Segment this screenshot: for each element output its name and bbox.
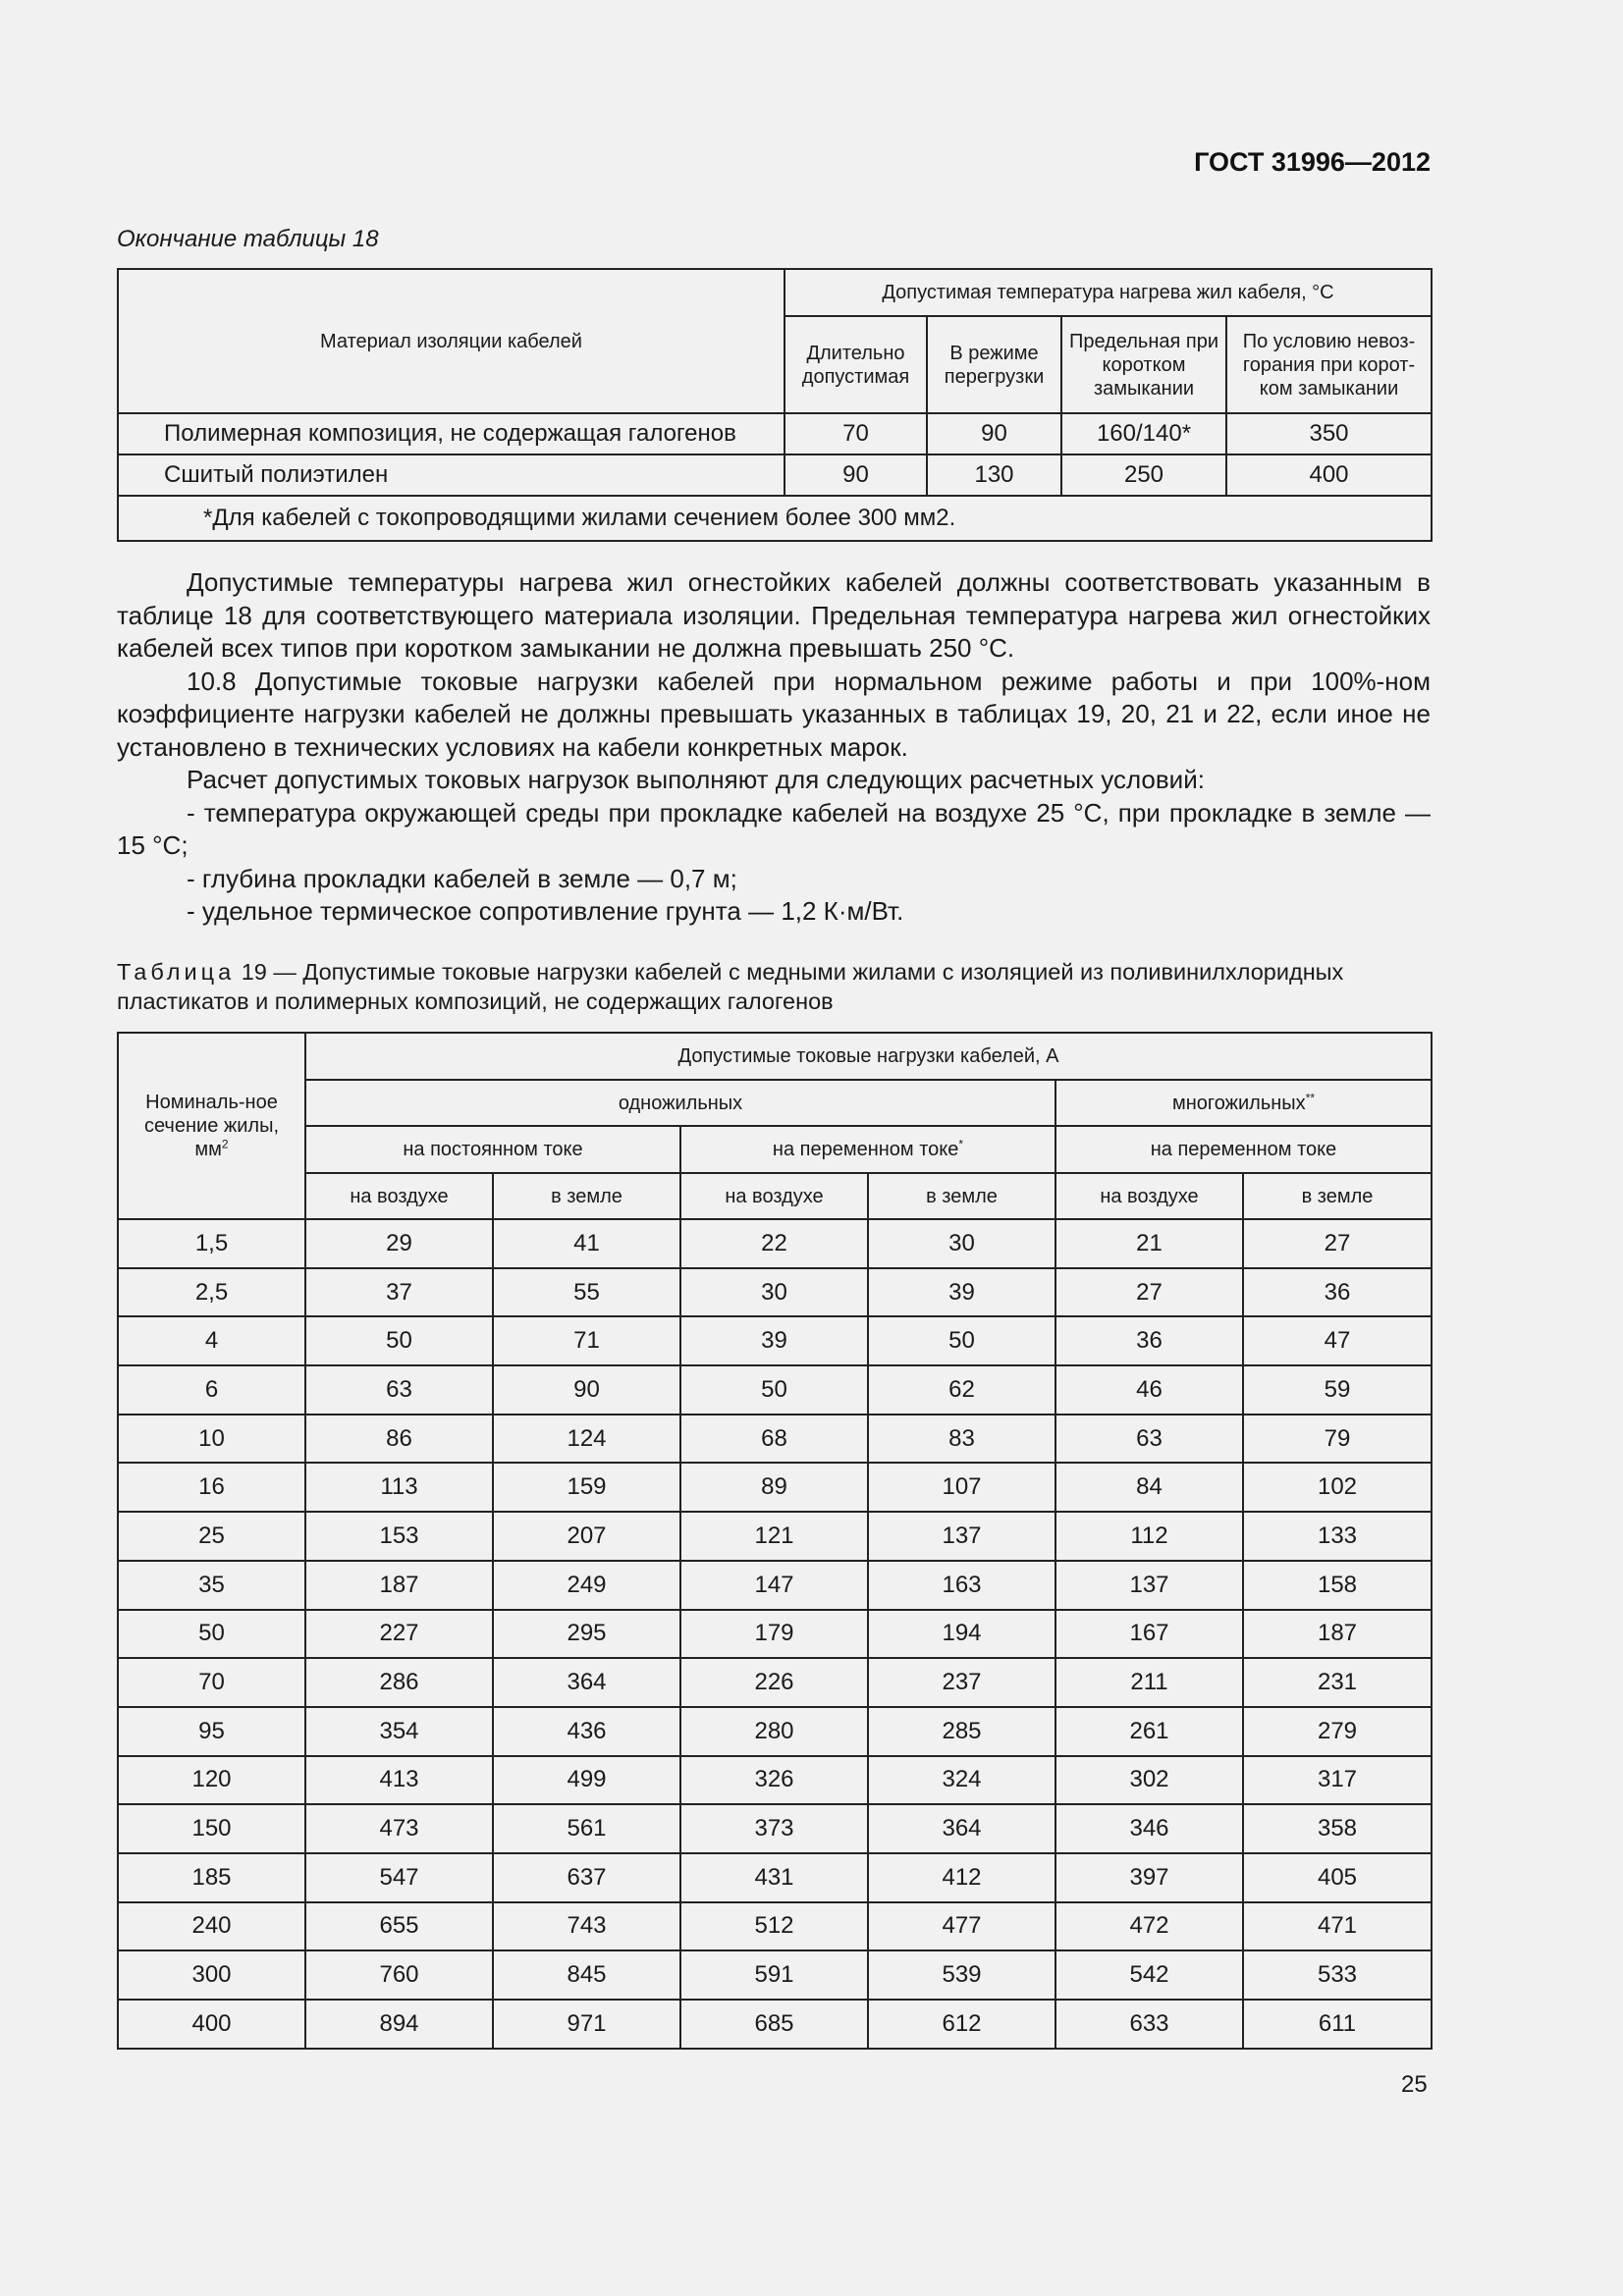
current-load-cell: 473 xyxy=(305,1804,493,1853)
current-load-cell: 326 xyxy=(680,1756,868,1805)
current-load-cell: 84 xyxy=(1055,1463,1243,1512)
table-row xyxy=(118,1804,1432,1853)
t18-subheader-long: Длительно допустимая xyxy=(784,316,927,413)
current-load-cell: 539 xyxy=(868,1950,1055,2000)
table19-caption-text: 19 — Допустимые токовые нагрузки кабелей с медными жилами с изоляцией из поливинилхлоридных пластикатов и полимерных композиций, не содержащих галогенов xyxy=(117,959,1344,1014)
current-load-cell: 89 xyxy=(680,1463,868,1512)
current-load-cell: 743 xyxy=(493,1902,680,1951)
cross-section-cell: 2,5 xyxy=(118,1268,305,1317)
cross-section-cell: 70 xyxy=(118,1658,305,1707)
current-load-cell: 499 xyxy=(493,1756,680,1805)
current-load-cell: 112 xyxy=(1055,1512,1243,1561)
table-row xyxy=(118,1219,1432,1268)
t19-header-air: на воздухе xyxy=(680,1173,868,1219)
page-number: 25 xyxy=(1401,2071,1428,2098)
current-load-cell: 286 xyxy=(305,1658,493,1707)
t19-header-ac: на переменном токе* xyxy=(680,1126,1055,1173)
current-load-cell: 211 xyxy=(1055,1658,1243,1707)
current-load-cell: 405 xyxy=(1243,1853,1432,1902)
t18-cell: 350 xyxy=(1226,413,1432,454)
current-load-cell: 431 xyxy=(680,1853,868,1902)
current-load-cell: 412 xyxy=(868,1853,1055,1902)
t18-subheader-overload: В режиме перегрузки xyxy=(927,316,1061,413)
current-load-cell: 894 xyxy=(305,2000,493,2049)
current-load-cell: 36 xyxy=(1243,1268,1432,1317)
current-load-cell: 137 xyxy=(1055,1561,1243,1610)
t18-subheader-shortcircuit: Предельная при коротком замыкании xyxy=(1061,316,1226,413)
current-load-cell: 39 xyxy=(680,1316,868,1365)
t19-header-air: на воздухе xyxy=(305,1173,493,1219)
current-load-cell: 237 xyxy=(868,1658,1055,1707)
paragraph: 10.8 Допустимые токовые нагрузки кабелей при нормальном режиме работы и при 100%-ном коэффициенте нагрузки кабелей не должны превышать указанных в таблицах 19, 20, 21 и 22, если иное не установлено в технических условиях на кабели конкретных марок. xyxy=(117,666,1431,762)
current-load-cell: 50 xyxy=(305,1316,493,1365)
t18-cell: 70 xyxy=(784,413,927,454)
current-load-cell: 231 xyxy=(1243,1658,1432,1707)
current-load-cell: 179 xyxy=(680,1610,868,1659)
t18-header-group: Допустимая температура нагрева жил кабеля, °С xyxy=(784,269,1432,316)
current-load-cell: 102 xyxy=(1243,1463,1432,1512)
t18-cell: 160/140* xyxy=(1061,413,1226,454)
table-row xyxy=(118,1365,1432,1415)
cross-section-cell: 95 xyxy=(118,1707,305,1756)
table-row xyxy=(118,1415,1432,1464)
current-load-cell: 533 xyxy=(1243,1950,1432,2000)
current-load-cell: 279 xyxy=(1243,1707,1432,1756)
t18-cell: 90 xyxy=(784,454,927,496)
cross-section-cell: 1,5 xyxy=(118,1219,305,1268)
t18-cell: 130 xyxy=(927,454,1061,496)
current-load-cell: 22 xyxy=(680,1219,868,1268)
current-load-cell: 611 xyxy=(1243,2000,1432,2049)
current-load-cell: 413 xyxy=(305,1756,493,1805)
current-load-cell: 317 xyxy=(1243,1756,1432,1805)
cross-section-cell: 35 xyxy=(118,1561,305,1610)
current-load-cell: 133 xyxy=(1243,1512,1432,1561)
t19-header-ac-multi: на переменном токе xyxy=(1055,1126,1432,1173)
table-18 xyxy=(117,268,1433,542)
cross-section-cell: 150 xyxy=(118,1804,305,1853)
current-load-cell: 207 xyxy=(493,1512,680,1561)
current-load-cell: 547 xyxy=(305,1853,493,1902)
current-load-cell: 512 xyxy=(680,1902,868,1951)
current-load-cell: 226 xyxy=(680,1658,868,1707)
standard-header: ГОСТ 31996—2012 xyxy=(1194,147,1431,177)
current-load-cell: 46 xyxy=(1055,1365,1243,1415)
table-row xyxy=(118,1658,1432,1707)
current-load-cell: 147 xyxy=(680,1561,868,1610)
current-load-cell: 163 xyxy=(868,1561,1055,1610)
current-load-cell: 373 xyxy=(680,1804,868,1853)
cross-section-cell: 10 xyxy=(118,1415,305,1464)
current-load-cell: 612 xyxy=(868,2000,1055,2049)
list-item: - удельное термическое сопротивление грунта — 1,2 К·м/Вт. xyxy=(187,896,904,926)
current-load-cell: 655 xyxy=(305,1902,493,1951)
table-19 xyxy=(117,1032,1433,2050)
current-load-cell: 62 xyxy=(868,1365,1055,1415)
current-load-cell: 55 xyxy=(493,1268,680,1317)
current-load-cell: 113 xyxy=(305,1463,493,1512)
current-load-cell: 37 xyxy=(305,1268,493,1317)
t19-header-ground: в земле xyxy=(1243,1173,1432,1219)
t18-subheader-nonignition: По условию невоз-горания при корот-ком замыкании xyxy=(1226,316,1432,413)
list-item: - температура окружающей среды при прокладке кабелей на воздухе 25 °С, при прокладке в земле — 15 °С; xyxy=(117,797,1431,860)
current-load-cell: 36 xyxy=(1055,1316,1243,1365)
table18-caption: Окончание таблицы 18 xyxy=(117,226,379,252)
current-load-cell: 685 xyxy=(680,2000,868,2049)
current-load-cell: 354 xyxy=(305,1707,493,1756)
t19-header-dc: на постоянном токе xyxy=(305,1126,680,1173)
current-load-cell: 83 xyxy=(868,1415,1055,1464)
current-load-cell: 633 xyxy=(1055,2000,1243,2049)
current-load-cell: 27 xyxy=(1055,1268,1243,1317)
current-load-cell: 302 xyxy=(1055,1756,1243,1805)
cross-section-cell: 4 xyxy=(118,1316,305,1365)
current-load-cell: 158 xyxy=(1243,1561,1432,1610)
current-load-cell: 153 xyxy=(305,1512,493,1561)
paragraph: Допустимые температуры нагрева жил огнестойких кабелей должны соответствовать указанным в таблице 18 для соответствующего материала изоляции. Предельная температура нагрева жил огнестойких кабелей всех типов при коротком замыкании не должна превышать 250 °С. xyxy=(117,567,1431,663)
current-load-cell: 63 xyxy=(305,1365,493,1415)
table-row xyxy=(118,1950,1432,2000)
current-load-cell: 295 xyxy=(493,1610,680,1659)
cross-section-cell: 400 xyxy=(118,2000,305,2049)
current-load-cell: 471 xyxy=(1243,1902,1432,1951)
t18-row-material: Сшитый полиэтилен xyxy=(118,454,784,496)
current-load-cell: 261 xyxy=(1055,1707,1243,1756)
current-load-cell: 436 xyxy=(493,1707,680,1756)
cross-section-cell: 120 xyxy=(118,1756,305,1805)
body-text xyxy=(117,566,1431,929)
current-load-cell: 50 xyxy=(868,1316,1055,1365)
t19-header-multi-core: многожильных** xyxy=(1055,1080,1432,1126)
current-load-cell: 187 xyxy=(305,1561,493,1610)
current-load-cell: 30 xyxy=(680,1268,868,1317)
t19-body xyxy=(118,1219,1432,2049)
current-load-cell: 591 xyxy=(680,1950,868,2000)
table-row xyxy=(118,1610,1432,1659)
current-load-cell: 167 xyxy=(1055,1610,1243,1659)
table-row xyxy=(118,1268,1432,1317)
t18-cell: 250 xyxy=(1061,454,1226,496)
current-load-cell: 845 xyxy=(493,1950,680,2000)
current-load-cell: 358 xyxy=(1243,1804,1432,1853)
current-load-cell: 86 xyxy=(305,1415,493,1464)
cross-section-cell: 25 xyxy=(118,1512,305,1561)
t18-footnote: *Для кабелей с токопроводящими жилами сечением более 300 мм2. xyxy=(118,496,1432,541)
current-load-cell: 30 xyxy=(868,1219,1055,1268)
current-load-cell: 21 xyxy=(1055,1219,1243,1268)
t19-header-group: Допустимые токовые нагрузки кабелей, А xyxy=(305,1033,1432,1080)
table-row xyxy=(118,1463,1432,1512)
current-load-cell: 364 xyxy=(868,1804,1055,1853)
t18-cell: 400 xyxy=(1226,454,1432,496)
current-load-cell: 760 xyxy=(305,1950,493,2000)
current-load-cell: 29 xyxy=(305,1219,493,1268)
current-load-cell: 159 xyxy=(493,1463,680,1512)
t19-header-section: Номиналь-ное сечение жилы, $мм^2$ xyxy=(118,1033,305,1219)
table-row xyxy=(118,1316,1432,1365)
current-load-cell: 280 xyxy=(680,1707,868,1756)
table-row xyxy=(118,1512,1432,1561)
current-load-cell: 477 xyxy=(868,1902,1055,1951)
current-load-cell: 285 xyxy=(868,1707,1055,1756)
t18-cell: 90 xyxy=(927,413,1061,454)
current-load-cell: 346 xyxy=(1055,1804,1243,1853)
current-load-cell: 47 xyxy=(1243,1316,1432,1365)
current-load-cell: 107 xyxy=(868,1463,1055,1512)
cross-section-cell: 300 xyxy=(118,1950,305,2000)
t18-row-material: Полимерная композиция, не содержащая галогенов xyxy=(118,413,784,454)
current-load-cell: 971 xyxy=(493,2000,680,2049)
paragraph: Расчет допустимых токовых нагрузок выполняют для следующих расчетных условий: xyxy=(187,765,1205,794)
current-load-cell: 561 xyxy=(493,1804,680,1853)
t19-header-ground: в земле xyxy=(493,1173,680,1219)
t19-header-single-core: одножильных xyxy=(305,1080,1055,1126)
current-load-cell: 39 xyxy=(868,1268,1055,1317)
current-load-cell: 68 xyxy=(680,1415,868,1464)
list-item: - глубина прокладки кабелей в земле — 0,7 м; xyxy=(187,863,737,893)
current-load-cell: 63 xyxy=(1055,1415,1243,1464)
table-row xyxy=(118,2000,1432,2049)
current-load-cell: 71 xyxy=(493,1316,680,1365)
current-load-cell: 249 xyxy=(493,1561,680,1610)
current-load-cell: 121 xyxy=(680,1512,868,1561)
current-load-cell: 194 xyxy=(868,1610,1055,1659)
current-load-cell: 27 xyxy=(1243,1219,1432,1268)
table-row xyxy=(118,1707,1432,1756)
table-row xyxy=(118,1853,1432,1902)
table-row xyxy=(118,1756,1432,1805)
table-row xyxy=(118,1561,1432,1610)
current-load-cell: 79 xyxy=(1243,1415,1432,1464)
cross-section-cell: 185 xyxy=(118,1853,305,1902)
current-load-cell: 227 xyxy=(305,1610,493,1659)
current-load-cell: 41 xyxy=(493,1219,680,1268)
t19-header-ground: в земле xyxy=(868,1173,1055,1219)
cross-section-cell: 16 xyxy=(118,1463,305,1512)
cross-section-cell: 240 xyxy=(118,1902,305,1951)
t19-header-air: на воздухе xyxy=(1055,1173,1243,1219)
current-load-cell: 90 xyxy=(493,1365,680,1415)
current-load-cell: 50 xyxy=(680,1365,868,1415)
table-row xyxy=(118,1902,1432,1951)
cross-section-cell: 50 xyxy=(118,1610,305,1659)
current-load-cell: 124 xyxy=(493,1415,680,1464)
current-load-cell: 137 xyxy=(868,1512,1055,1561)
current-load-cell: 59 xyxy=(1243,1365,1432,1415)
current-load-cell: 542 xyxy=(1055,1950,1243,2000)
current-load-cell: 187 xyxy=(1243,1610,1432,1659)
current-load-cell: 637 xyxy=(493,1853,680,1902)
table19-caption-label: Таблица xyxy=(117,959,236,985)
cross-section-cell: 6 xyxy=(118,1365,305,1415)
t18-header-material: Материал изоляции кабелей xyxy=(118,269,784,413)
current-load-cell: 472 xyxy=(1055,1902,1243,1951)
table19-caption xyxy=(117,957,1431,1016)
current-load-cell: 364 xyxy=(493,1658,680,1707)
current-load-cell: 397 xyxy=(1055,1853,1243,1902)
current-load-cell: 324 xyxy=(868,1756,1055,1805)
